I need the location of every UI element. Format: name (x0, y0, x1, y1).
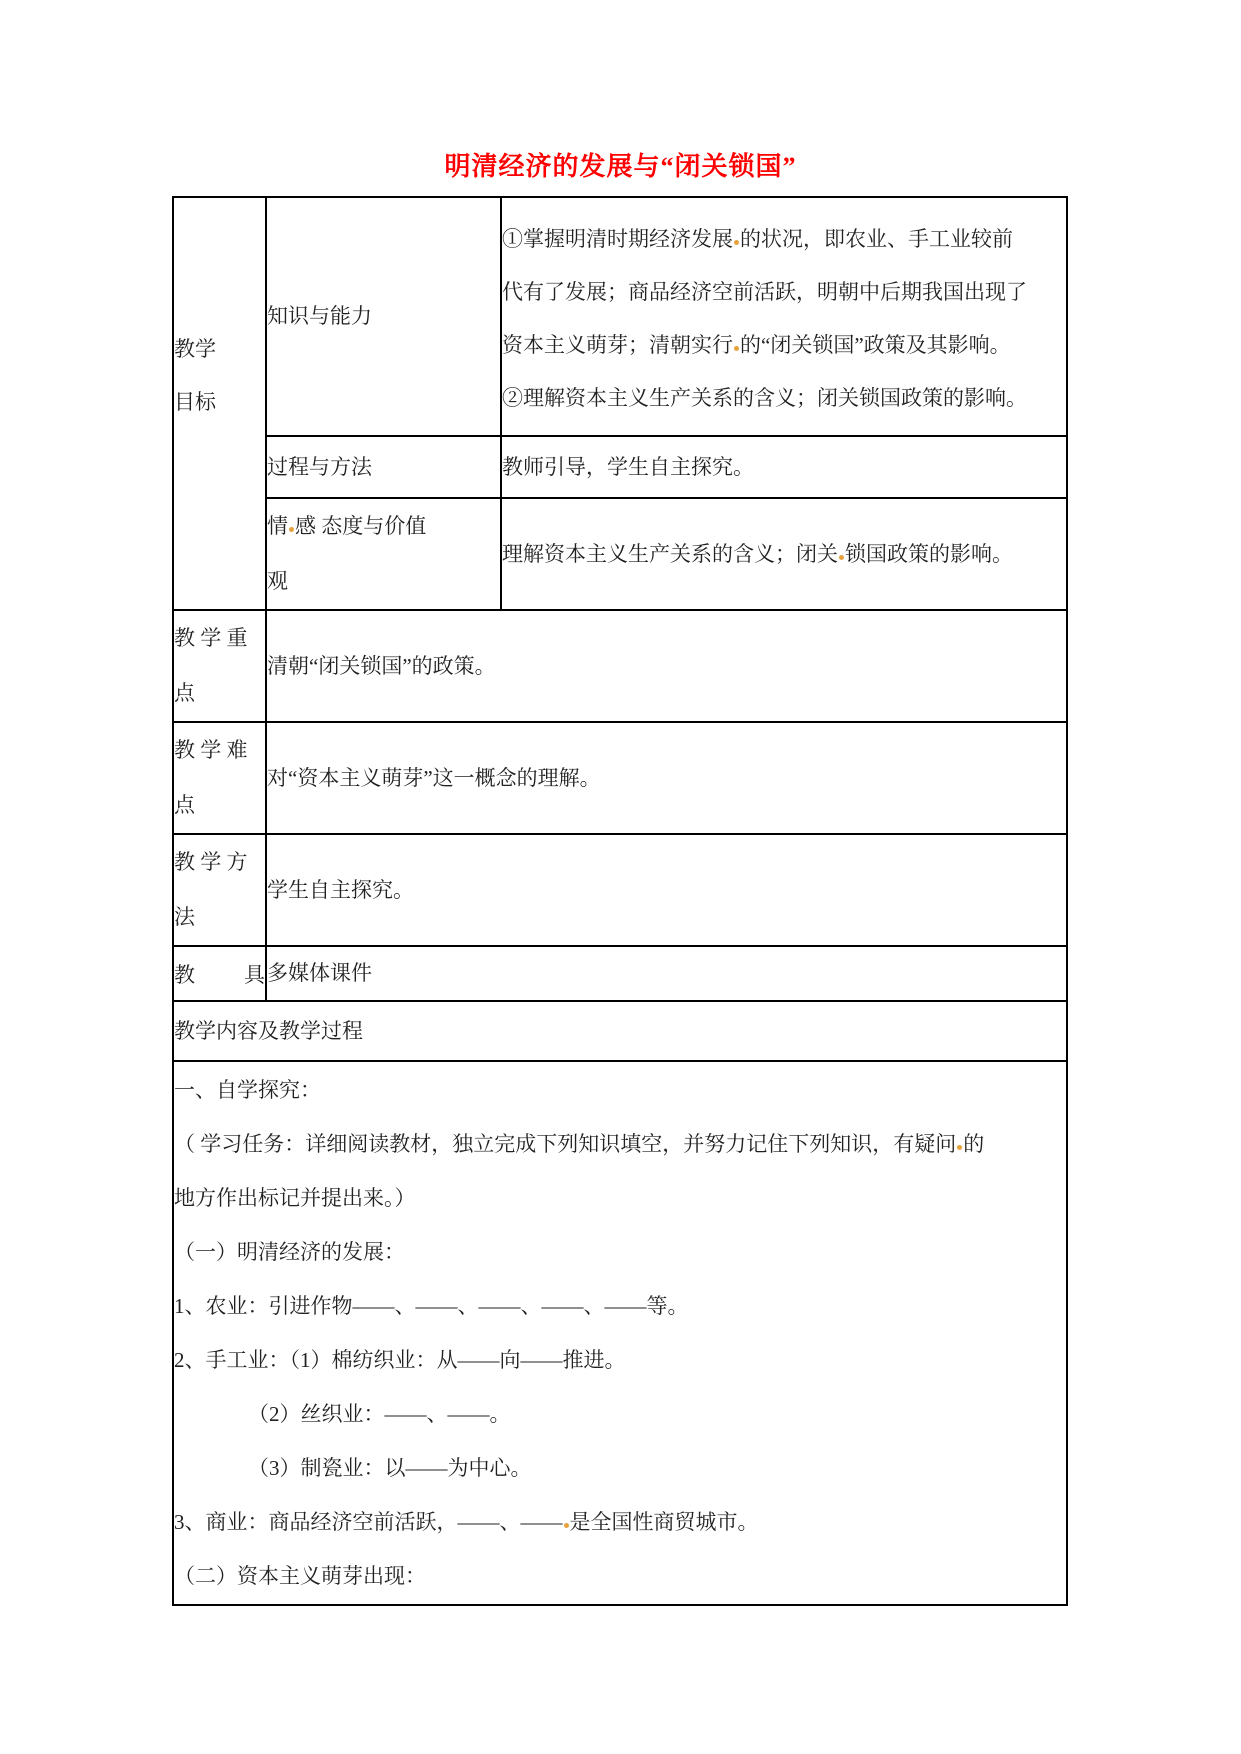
row-content-header (173, 1001, 1067, 1061)
key-point-label-line2: 点 (174, 681, 195, 705)
content-line-9-a: 3、商业：商品经济空前活跃，——、—— (174, 1510, 563, 1534)
knowledge-line3 (502, 319, 1066, 372)
content-line-4: （一）明清经济的发展： (174, 1240, 405, 1264)
teaching-goal-label-line2: 目标 (174, 389, 216, 414)
content-line-1: 一、自学探究： (174, 1078, 321, 1102)
cell-key-point-label (173, 610, 266, 722)
emotion-label-line1 (267, 499, 500, 554)
cell-process-label (266, 436, 501, 498)
method-label-line1: 教 学 方 (174, 850, 248, 874)
knowledge-line2: 代有了发展；商品经济空前活跃，明朝中后期我国出现了 (502, 279, 1027, 304)
cell-aids-label (173, 946, 266, 1001)
knowledge-line1-a: ①掌握明清时期经济发展 (502, 226, 733, 251)
emotion-label-line2: 观 (267, 569, 288, 593)
content-line-5: 1、农业：引进作物——、——、——、——、——等。 (174, 1294, 689, 1318)
cell-teaching-goal-label (173, 197, 266, 610)
knowledge-line1-b: 的状况，即农业、手工业较前 (740, 226, 1013, 251)
row-teaching-method (173, 834, 1067, 946)
difficulty-content: 对“资本主义萌芽”这一概念的理解。 (267, 765, 601, 790)
content-line-7: （2）丝织业：——、——。 (248, 1402, 511, 1426)
row-difficulty (173, 722, 1067, 834)
difficulty-label-line1: 教 学 难 (174, 738, 248, 762)
cell-emotion-label (266, 498, 501, 610)
cell-knowledge-label (266, 197, 501, 436)
cell-difficulty-label (173, 722, 266, 834)
cell-content-header (173, 1001, 1067, 1061)
knowledge-line1 (502, 213, 1066, 266)
content-line-6: 2、手工业：（1）棉纺织业：从——向——推进。 (174, 1348, 626, 1372)
content-line-10: （二）资本主义萌芽出现： (174, 1564, 426, 1588)
spellcheck-dot (839, 555, 844, 560)
spellcheck-dot (734, 346, 739, 351)
aids-content: 多媒体课件 (267, 961, 372, 985)
difficulty-label-line2: 点 (174, 793, 195, 817)
content-line-2-b: 的 (963, 1132, 985, 1156)
emotion-content (502, 528, 1066, 581)
aids-label-left: 教 (174, 962, 195, 987)
emotion-label-line1-a: 情 (267, 514, 288, 538)
content-line-9-b: 是全国性商贸城市。 (569, 1510, 759, 1534)
method-label-line2: 法 (174, 905, 195, 929)
content-header: 教学内容及教学过程 (174, 1018, 363, 1043)
process-content: 教师引导，学生自主探究。 (502, 454, 754, 479)
knowledge-line3-a: 资本主义萌芽；清朝实行 (502, 332, 733, 357)
cell-method-label (173, 834, 266, 946)
emotion-content-a: 理解资本主义生产关系的含义；闭关 (502, 541, 838, 566)
cell-method-content (266, 834, 1067, 946)
content-line-8: （3）制瓷业：以——为中心。 (248, 1456, 532, 1480)
lesson-plan-table (172, 196, 1068, 1606)
cell-key-point-content (266, 610, 1067, 722)
row-teaching-aids (173, 946, 1067, 1001)
knowledge-line3-b: 的“闭关锁国”政策及其影响。 (740, 332, 1011, 357)
row-process-method (173, 436, 1067, 498)
row-content-body (173, 1061, 1067, 1605)
spellcheck-dot (957, 1145, 962, 1150)
emotion-label-line1-b: 感 态度与价值 (295, 514, 427, 538)
process-label: 过程与方法 (267, 454, 372, 479)
cell-emotion-content (501, 498, 1067, 610)
key-point-label-line1: 教 学 重 (174, 626, 248, 650)
aids-label-right: 具 (244, 962, 265, 987)
emotion-content-b: 锁国政策的影响。 (845, 541, 1013, 566)
spellcheck-dot (564, 1523, 569, 1528)
aids-label (174, 959, 265, 989)
key-point-content: 清朝“闭关锁国”的政策。 (267, 653, 496, 678)
cell-content-body (173, 1061, 1067, 1605)
document-title: 明清经济的发展与“闭关锁国” (444, 152, 797, 181)
knowledge-label: 知识与能力 (267, 304, 372, 328)
content-line-2 (174, 1117, 1066, 1171)
content-line-2-a: （ 学习任务：详细阅读教材，独立完成下列知识填空，并努力记住下列知识，有疑问 (174, 1132, 957, 1156)
cell-knowledge-content (501, 197, 1067, 436)
row-key-point (173, 610, 1067, 722)
spellcheck-dot (734, 240, 739, 245)
cell-difficulty-content (266, 722, 1067, 834)
cell-process-content (501, 436, 1067, 498)
content-line-9 (174, 1495, 1066, 1549)
knowledge-line4: ②理解资本主义生产关系的含义；闭关锁国政策的影响。 (502, 385, 1027, 410)
spellcheck-dot (289, 527, 294, 532)
teaching-goal-label-line1: 教学 (174, 336, 216, 361)
row-knowledge (173, 197, 1067, 436)
row-emotion-values (173, 498, 1067, 610)
cell-aids-content (266, 946, 1067, 1001)
content-line-3: 地方作出标记并提出来。） (174, 1186, 416, 1210)
method-content: 学生自主探究。 (267, 877, 414, 902)
